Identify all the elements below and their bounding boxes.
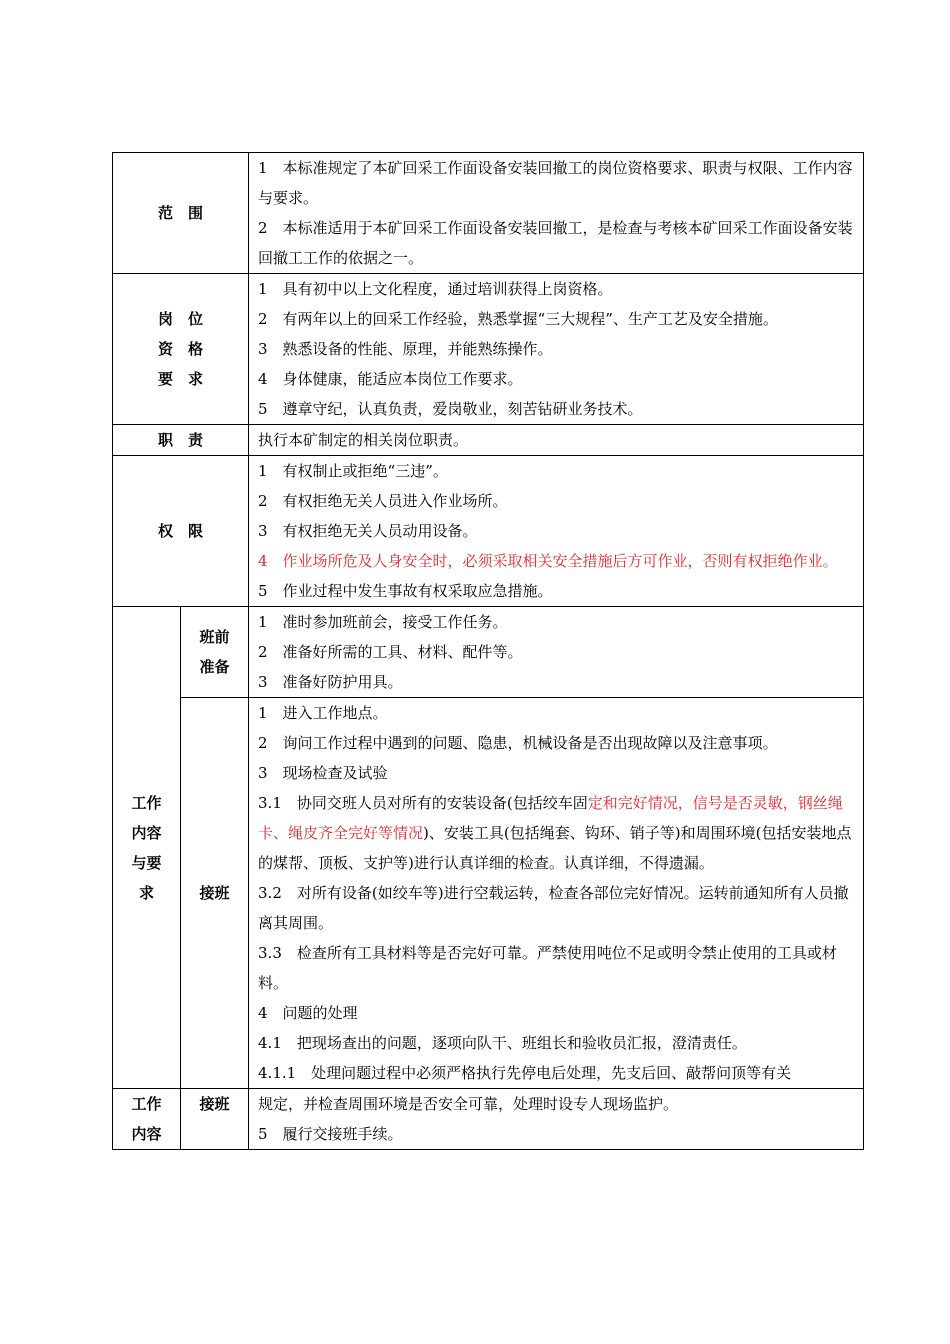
work-cont-label-line-1: 工作 — [131, 1095, 162, 1113]
authority-label: 权 限 — [113, 456, 249, 607]
work-label-line-1: 工作 — [131, 793, 162, 812]
authority-content — [249, 456, 864, 607]
qualification-line-5: 5 遵章守纪，认真负责，爱岗敬业，刻苦钻研业务技术。 — [258, 400, 643, 418]
handover-para-3-1-a: 3.1 协同交班人员对所有的安装设备(包括绞车固 — [258, 794, 588, 812]
qualification-line-2: 2 有两年以上的回采工作经验，熟悉掌握“三大规程”、生产工艺及安全措施。 — [258, 310, 778, 328]
prep-line-2: 2 准备好所需的工具、材料、配件等。 — [258, 643, 523, 661]
qualification-line-3: 3 熟悉设备的性能、原理，并能熟练操作。 — [258, 340, 553, 358]
prep-content — [249, 607, 864, 698]
work-cont-line-2: 5 履行交接班手续。 — [258, 1125, 403, 1143]
authority-line-5: 5 作业过程中发生事故有权采取应急措施。 — [258, 582, 553, 600]
authority-line-3: 3 有权拒绝无关人员动用设备。 — [258, 522, 478, 540]
handover-para-4-1-1: 4.1.1 处理问题过程中必须严格执行先停电后处理，先支后回、敲帮问顶等有关 — [258, 1064, 792, 1082]
scope-line-2: 2 本标准适用于本矿回采工作面设备安装回撤工，是检查与考核本矿回采工作面设备安装回撤工工作的依据之一。 — [258, 219, 853, 267]
qualification-line-1: 1 具有初中以上文化程度，通过培训获得上岗资格。 — [258, 280, 613, 298]
work-label-line-3: 与要 — [131, 853, 162, 872]
work-cont-label — [113, 1089, 181, 1150]
prep-label — [181, 607, 249, 698]
duty-line: 执行本矿制定的相关岗位职责。 — [258, 431, 469, 449]
authority-line-4: 4 作业场所危及人身安全时，必须采取相关安全措施后方可作业，否则有权拒绝作业。 — [258, 552, 838, 570]
work-label-line-4: 求 — [138, 883, 154, 902]
qualification-label-line-3: 要 求 — [158, 370, 204, 388]
job-standard-table — [112, 152, 864, 1150]
handover-para-3-3: 3.3 检查所有工具材料等是否完好可靠。严禁使用吨位不足或明令禁止使用的工具或材料。 — [258, 944, 837, 992]
work-cont-row — [113, 1089, 864, 1150]
scope-content — [249, 153, 864, 274]
work-label-line-2: 内容 — [131, 823, 162, 842]
work-cont-content — [249, 1089, 864, 1150]
prep-line-1: 1 准时参加班前会，接受工作任务。 — [258, 613, 508, 631]
prep-label-line-1: 班前 — [199, 628, 230, 646]
qualification-row — [113, 274, 864, 425]
qualification-label-line-1: 岗 位 — [158, 310, 204, 328]
handover-para-4-1: 4.1 把现场查出的问题，逐项向队干、班组长和验收员汇报，澄清责任。 — [258, 1034, 747, 1052]
authority-row — [113, 456, 864, 607]
prep-label-line-2: 准备 — [199, 658, 230, 676]
authority-line-2: 2 有权拒绝无关人员进入作业场所。 — [258, 492, 508, 510]
handover-line-3: 3 现场检查及试验 — [258, 764, 388, 782]
work-cont-label-line-2: 内容 — [131, 1125, 162, 1143]
handover-para-3-1 — [258, 788, 857, 878]
authority-line-1: 1 有权制止或拒绝“三违”。 — [258, 462, 448, 480]
duty-row — [113, 425, 864, 456]
scope-line-1: 1 本标准规定了本矿回采工作面设备安装回撤工的岗位资格要求、职责与权限、工作内容与要求。 — [258, 159, 853, 207]
handover-para-3-1-red: 定和完好情况，信号是否灵敏，钢丝绳卡、绳皮齐全完好等情况 — [258, 794, 843, 842]
handover-label: 接班 — [181, 698, 249, 1089]
handover-line-4: 4 问题的处理 — [258, 1004, 358, 1022]
scope-label: 范 围 — [113, 153, 249, 274]
handover-para-3-1-b: )、安装工具(包括绳套、钩环、销子等)和周围环境(包括安装地点的煤帮、顶板、支护等)进行认真详细的检查。认真详细，不得遗漏。 — [258, 824, 852, 872]
duty-content — [249, 425, 864, 456]
work-label — [113, 607, 181, 1089]
qualification-line-4: 4 身体健康，能适应本岗位工作要求。 — [258, 370, 523, 388]
qualification-label — [113, 274, 249, 425]
duty-label: 职 责 — [113, 425, 249, 456]
prep-line-3: 3 准备好防护用具。 — [258, 673, 403, 691]
work-cont-sub-label: 接班 — [181, 1089, 249, 1150]
qualification-content — [249, 274, 864, 425]
handover-line-1: 1 进入工作地点。 — [258, 704, 388, 722]
qualification-label-line-2: 资 格 — [158, 340, 204, 358]
handover-line-2: 2 询问工作过程中遇到的问题、隐患，机械设备是否出现故障以及注意事项。 — [258, 734, 778, 752]
scope-row — [113, 153, 864, 274]
work-prep-row — [113, 607, 864, 698]
work-cont-line-1: 规定，并检查周围环境是否安全可靠，处理时设专人现场监护。 — [258, 1095, 679, 1113]
handover-para-3-2: 3.2 对所有设备(如绞车等)进行空载运转，检查各部位完好情况。运转前通知所有人员撤离其周围。 — [258, 884, 849, 932]
work-handover-row — [113, 698, 864, 1089]
handover-content — [249, 698, 864, 1089]
